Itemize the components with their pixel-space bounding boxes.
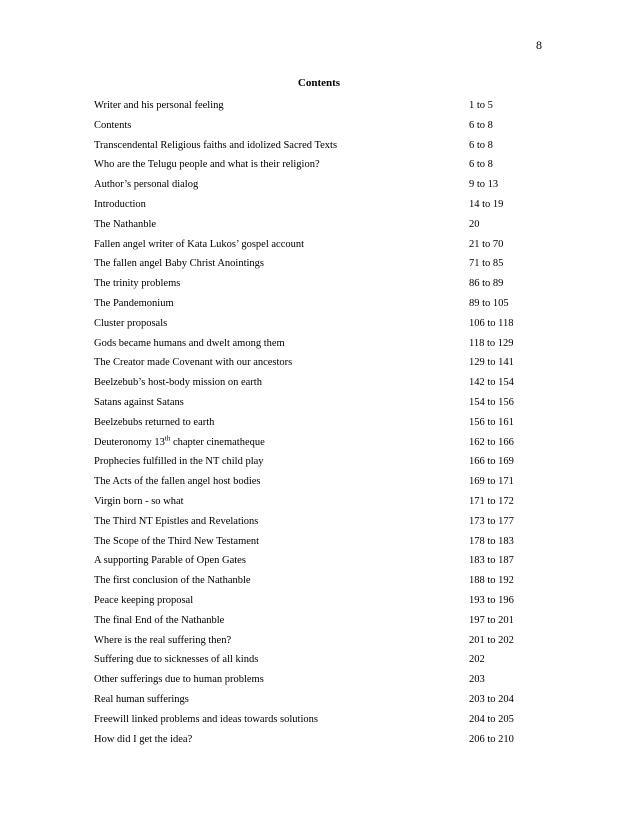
toc-entry bbox=[94, 337, 554, 357]
toc-entry-title: A supporting Parable of Open Gates bbox=[94, 555, 246, 567]
toc-entry bbox=[94, 139, 554, 159]
toc-entry bbox=[94, 495, 554, 515]
table-of-contents bbox=[94, 99, 554, 752]
toc-entry bbox=[94, 733, 554, 753]
toc-entry-title: Where is the real suffering then? bbox=[94, 634, 232, 646]
page-title: Contents bbox=[297, 77, 341, 89]
toc-entry-pages: 169 to 171 bbox=[469, 476, 514, 488]
toc-entry bbox=[94, 158, 554, 178]
toc-entry-title: Suffering due to sicknesses of all kinds bbox=[94, 654, 259, 666]
toc-entry-title: Beelzebub’s host-body mission on earth bbox=[94, 377, 262, 389]
toc-entry-pages: 173 to 177 bbox=[469, 515, 514, 527]
toc-entry-pages: 166 to 169 bbox=[469, 456, 514, 468]
toc-entry bbox=[94, 535, 554, 555]
toc-entry-pages: 162 to 166 bbox=[469, 436, 514, 448]
toc-entry-title: Virgin born - so what bbox=[94, 495, 184, 507]
toc-entry-title: The Nathanble bbox=[94, 218, 157, 230]
toc-entry-pages: 89 to 105 bbox=[469, 297, 509, 309]
toc-entry-pages: 171 to 172 bbox=[469, 495, 514, 507]
toc-entry-title: Peace keeping proposal bbox=[94, 594, 194, 606]
page-number: 8 bbox=[536, 38, 542, 52]
toc-entry bbox=[94, 475, 554, 495]
toc-entry-pages: 106 to 118 bbox=[469, 317, 514, 329]
toc-entry-title: The Pandemonium bbox=[94, 297, 174, 309]
toc-entry bbox=[94, 455, 554, 475]
toc-entry-title: Fallen angel writer of Kata Lukos’ gospel account bbox=[94, 238, 305, 250]
toc-entry-pages: 14 to 19 bbox=[469, 198, 504, 210]
toc-entry bbox=[94, 614, 554, 634]
toc-entry bbox=[94, 436, 554, 456]
toc-entry-pages: 20 bbox=[469, 218, 480, 230]
toc-entry-pages: 203 bbox=[469, 674, 485, 686]
toc-entry-pages: 202 bbox=[469, 654, 485, 666]
toc-entry-pages: 1 to 5 bbox=[469, 100, 493, 111]
toc-entry bbox=[94, 238, 554, 258]
toc-entry-pages: 197 to 201 bbox=[469, 614, 514, 626]
toc-entry bbox=[94, 416, 554, 436]
toc-entry-title: Author’s personal dialog bbox=[94, 179, 199, 191]
toc-entry bbox=[94, 297, 554, 317]
toc-entry-pages: 206 to 210 bbox=[469, 733, 514, 745]
toc-entry bbox=[94, 356, 554, 376]
toc-entry bbox=[94, 634, 554, 654]
toc-entry-title: Who are the Telugu people and what is their religion? bbox=[94, 159, 320, 171]
toc-entry bbox=[94, 376, 554, 396]
toc-entry-pages: 21 to 70 bbox=[469, 238, 504, 250]
toc-entry-pages: 71 to 85 bbox=[469, 258, 504, 270]
toc-entry-title: The Scope of the Third New Testament bbox=[94, 535, 260, 547]
toc-entry bbox=[94, 713, 554, 733]
toc-entry-title: The Creator made Covenant with our ancestors bbox=[94, 357, 293, 369]
toc-entry-pages: 156 to 161 bbox=[469, 416, 514, 428]
toc-entry-pages: 154 to 156 bbox=[469, 396, 514, 408]
toc-entry-pages: 118 to 129 bbox=[469, 337, 514, 349]
toc-entry-pages: 201 to 202 bbox=[469, 634, 514, 646]
toc-entry-pages: 204 to 205 bbox=[469, 713, 514, 725]
toc-entry-pages: 142 to 154 bbox=[469, 377, 514, 389]
toc-entry-title bbox=[94, 436, 265, 450]
toc-entry bbox=[94, 218, 554, 238]
toc-entry-title-superscript: th bbox=[164, 434, 171, 443]
toc-entry bbox=[94, 693, 554, 713]
toc-entry-pages: 193 to 196 bbox=[469, 594, 514, 606]
toc-entry-pages: 203 to 204 bbox=[469, 693, 514, 705]
toc-entry-pages: 129 to 141 bbox=[469, 357, 514, 369]
toc-entry-pages: 188 to 192 bbox=[469, 575, 514, 587]
toc-entry-title: The Acts of the fallen angel host bodies bbox=[94, 476, 261, 488]
toc-entry-title: Cluster proposals bbox=[94, 317, 168, 329]
toc-entry-title: Prophecies fulfilled in the NT child play bbox=[94, 456, 264, 468]
toc-entry-title: Beelzebubs returned to earth bbox=[94, 416, 215, 428]
toc-entry bbox=[94, 277, 554, 297]
toc-entry-title: The final End of the Nathanble bbox=[94, 614, 225, 626]
toc-entry-title: Satans against Satans bbox=[94, 396, 184, 408]
toc-entry-title: Contents bbox=[94, 119, 132, 131]
toc-entry-title: The fallen angel Baby Christ Anointings bbox=[94, 258, 265, 270]
toc-entry-title: The first conclusion of the Nathanble bbox=[94, 575, 251, 587]
toc-entry-title: How did I get the idea? bbox=[94, 733, 193, 745]
toc-entry-title: The trinity problems bbox=[94, 278, 181, 290]
toc-entry-title-part: chapter cinematheque bbox=[170, 436, 265, 448]
toc-entry-title: Real human sufferings bbox=[94, 693, 189, 705]
toc-entry bbox=[94, 653, 554, 673]
toc-entry-title: Other sufferings due to human problems bbox=[94, 674, 264, 686]
toc-entry-pages: 86 to 89 bbox=[469, 278, 504, 290]
toc-entry-title: Introduction bbox=[94, 198, 146, 210]
toc-entry bbox=[94, 198, 554, 218]
toc-entry-pages: 6 to 8 bbox=[469, 159, 493, 171]
toc-entry bbox=[94, 594, 554, 614]
toc-entry-title: Gods became humans and dwelt among them bbox=[94, 337, 285, 349]
toc-entry bbox=[94, 574, 554, 594]
toc-entry bbox=[94, 99, 554, 119]
toc-entry bbox=[94, 317, 554, 337]
toc-entry bbox=[94, 554, 554, 574]
toc-entry bbox=[94, 396, 554, 416]
toc-entry bbox=[94, 673, 554, 693]
toc-entry-pages: 178 to 183 bbox=[469, 535, 514, 547]
toc-entry-title-part: Deuteronomy 13 bbox=[94, 436, 165, 448]
toc-entry bbox=[94, 119, 554, 139]
toc-entry bbox=[94, 257, 554, 277]
toc-entry bbox=[94, 178, 554, 198]
toc-entry-pages: 6 to 8 bbox=[469, 119, 493, 131]
toc-entry-title: The Third NT Epistles and Revelations bbox=[94, 515, 259, 527]
toc-entry-pages: 183 to 187 bbox=[469, 555, 514, 567]
toc-entry-title: Transcendental Religious faiths and idolized Sacred Texts bbox=[94, 139, 338, 151]
toc-entry-pages: 6 to 8 bbox=[469, 139, 493, 151]
toc-entry-title: Freewill linked problems and ideas towards solutions bbox=[94, 713, 318, 725]
toc-entry-title: Writer and his personal feeling bbox=[94, 100, 224, 111]
toc-entry-pages: 9 to 13 bbox=[469, 179, 499, 191]
toc-entry bbox=[94, 515, 554, 535]
